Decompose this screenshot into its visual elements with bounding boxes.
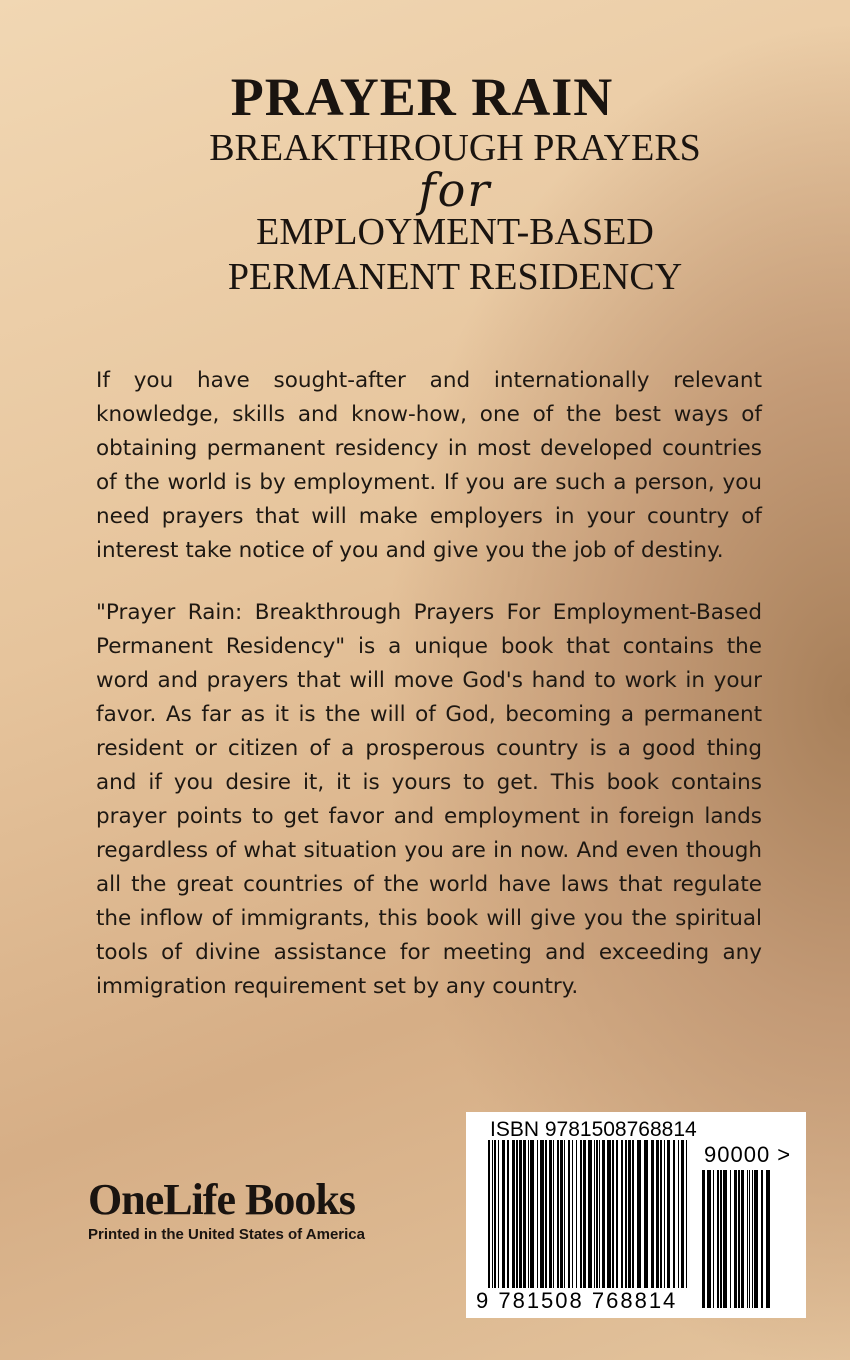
isbn-label: ISBN 9781508768814 bbox=[490, 1118, 697, 1141]
barcode-bar bbox=[673, 1140, 675, 1288]
barcode-bar bbox=[530, 1140, 534, 1288]
cover-title-block bbox=[0, 68, 850, 300]
blurb-paragraph-2: "Prayer Rain: Breakthrough Prayers For Employment-Based Permanent Residency" is a unique book that contains the word and prayers that will move God's hand to work in your favor. As far as it is the will of God, becoming a permanent resident or citizen of a prosperous country is a good thing and if you desire it, it is yours to get. This book contains prayer points to get favor and employment in foreign lands regardless of what situation you are in now. And even though all the great countries of the world have laws that regulate the inflow of immigrants, this book will give you the spiritual tools of divine assistance for meeting and exceeding any immigration requirement set by any country. bbox=[96, 600, 762, 999]
barcode-addon-bars bbox=[702, 1170, 770, 1308]
barcode-bar bbox=[734, 1170, 737, 1308]
barcode-bar bbox=[637, 1140, 641, 1288]
barcode-bar bbox=[523, 1140, 526, 1288]
barcode-bar bbox=[502, 1140, 505, 1288]
subtitle-connector: for bbox=[418, 163, 492, 217]
barcode-bar bbox=[717, 1170, 719, 1308]
barcode-bar bbox=[616, 1140, 618, 1288]
barcode-bar bbox=[723, 1170, 727, 1308]
barcode-bar bbox=[507, 1140, 509, 1288]
barcode-bar bbox=[707, 1170, 711, 1308]
barcode-bar bbox=[549, 1140, 552, 1288]
barcode-bar bbox=[667, 1140, 670, 1288]
barcode-bar bbox=[741, 1170, 744, 1308]
barcode-bar bbox=[516, 1140, 518, 1288]
barcode-bar bbox=[612, 1140, 614, 1288]
barcode-bar bbox=[678, 1140, 679, 1288]
barcode-bar bbox=[492, 1140, 493, 1288]
barcode-bar bbox=[628, 1140, 631, 1288]
publisher-tagline: Printed in the United States of America bbox=[88, 1226, 365, 1243]
barcode-bar bbox=[702, 1170, 705, 1308]
barcode-bar bbox=[537, 1140, 538, 1288]
barcode-bar bbox=[528, 1140, 529, 1288]
barcode-bar bbox=[488, 1140, 490, 1288]
barcode-bar bbox=[747, 1170, 748, 1308]
barcode-bar bbox=[651, 1140, 654, 1288]
barcode-bar bbox=[686, 1140, 687, 1288]
barcode-bar bbox=[594, 1140, 595, 1288]
subtitle-line-1: BREAKTHROUGH PRAYERS bbox=[209, 127, 701, 169]
barcode-bar bbox=[568, 1140, 570, 1288]
barcode-bar bbox=[749, 1170, 750, 1308]
barcode-bar bbox=[560, 1140, 563, 1288]
barcode-bar bbox=[576, 1140, 577, 1288]
barcode-bar bbox=[545, 1140, 547, 1288]
price-code: 90000 > bbox=[704, 1142, 792, 1167]
barcode-bar bbox=[519, 1140, 522, 1288]
barcode-bar bbox=[644, 1140, 648, 1288]
barcode-bar bbox=[681, 1140, 684, 1288]
barcode-bar bbox=[738, 1170, 740, 1308]
subtitle-line-2: EMPLOYMENT-BASED bbox=[256, 211, 654, 253]
barcode-bar bbox=[498, 1140, 499, 1288]
barcode-bar bbox=[664, 1140, 665, 1288]
barcode-bar bbox=[588, 1140, 592, 1288]
publisher-block bbox=[88, 1176, 365, 1243]
blurb-paragraph-1: If you have sought-after and internationally relevant knowledge, skills and know-how, one of the best ways of obtaining permanent residency in most developed countries of the world is by employment. If you are such a person, you need prayers that will make employers in your country of interest take notice of you and give you the job of destiny. bbox=[96, 368, 762, 563]
barcode-bar bbox=[557, 1140, 559, 1288]
barcode-bar bbox=[607, 1140, 611, 1288]
book-title: PRAYER RAIN bbox=[230, 67, 614, 127]
barcode-bar bbox=[494, 1140, 496, 1288]
barcode-bar bbox=[632, 1140, 634, 1288]
barcode-bar bbox=[621, 1140, 623, 1288]
barcode-bar bbox=[766, 1170, 770, 1308]
publisher-name: OneLife Books bbox=[88, 1175, 355, 1224]
barcode-bar bbox=[761, 1170, 763, 1308]
subtitle-line-3: PERMANENT RESIDENCY bbox=[227, 256, 683, 298]
barcode-main-bars bbox=[488, 1140, 687, 1288]
isbn-digits: 9 781508 768814 bbox=[476, 1288, 678, 1313]
barcode-bar bbox=[602, 1140, 605, 1288]
barcode-bar bbox=[713, 1170, 714, 1308]
barcode-bar bbox=[572, 1140, 573, 1288]
barcode-bar bbox=[564, 1140, 565, 1288]
barcode-bar bbox=[730, 1170, 731, 1308]
barcode-bar bbox=[583, 1140, 586, 1288]
isbn-barcode-box bbox=[466, 1112, 806, 1318]
barcode-bar bbox=[553, 1140, 554, 1288]
barcode-bar bbox=[512, 1140, 515, 1288]
barcode-bar bbox=[599, 1140, 600, 1288]
barcode-bar bbox=[625, 1140, 627, 1288]
barcode-bar bbox=[656, 1140, 659, 1288]
barcode-bar bbox=[540, 1140, 544, 1288]
barcode-bar bbox=[580, 1140, 582, 1288]
barcode-bar bbox=[720, 1170, 722, 1308]
barcode-bar bbox=[754, 1170, 758, 1308]
barcode-bar bbox=[752, 1170, 753, 1308]
barcode-bar bbox=[596, 1140, 598, 1288]
barcode-bar bbox=[660, 1140, 662, 1288]
